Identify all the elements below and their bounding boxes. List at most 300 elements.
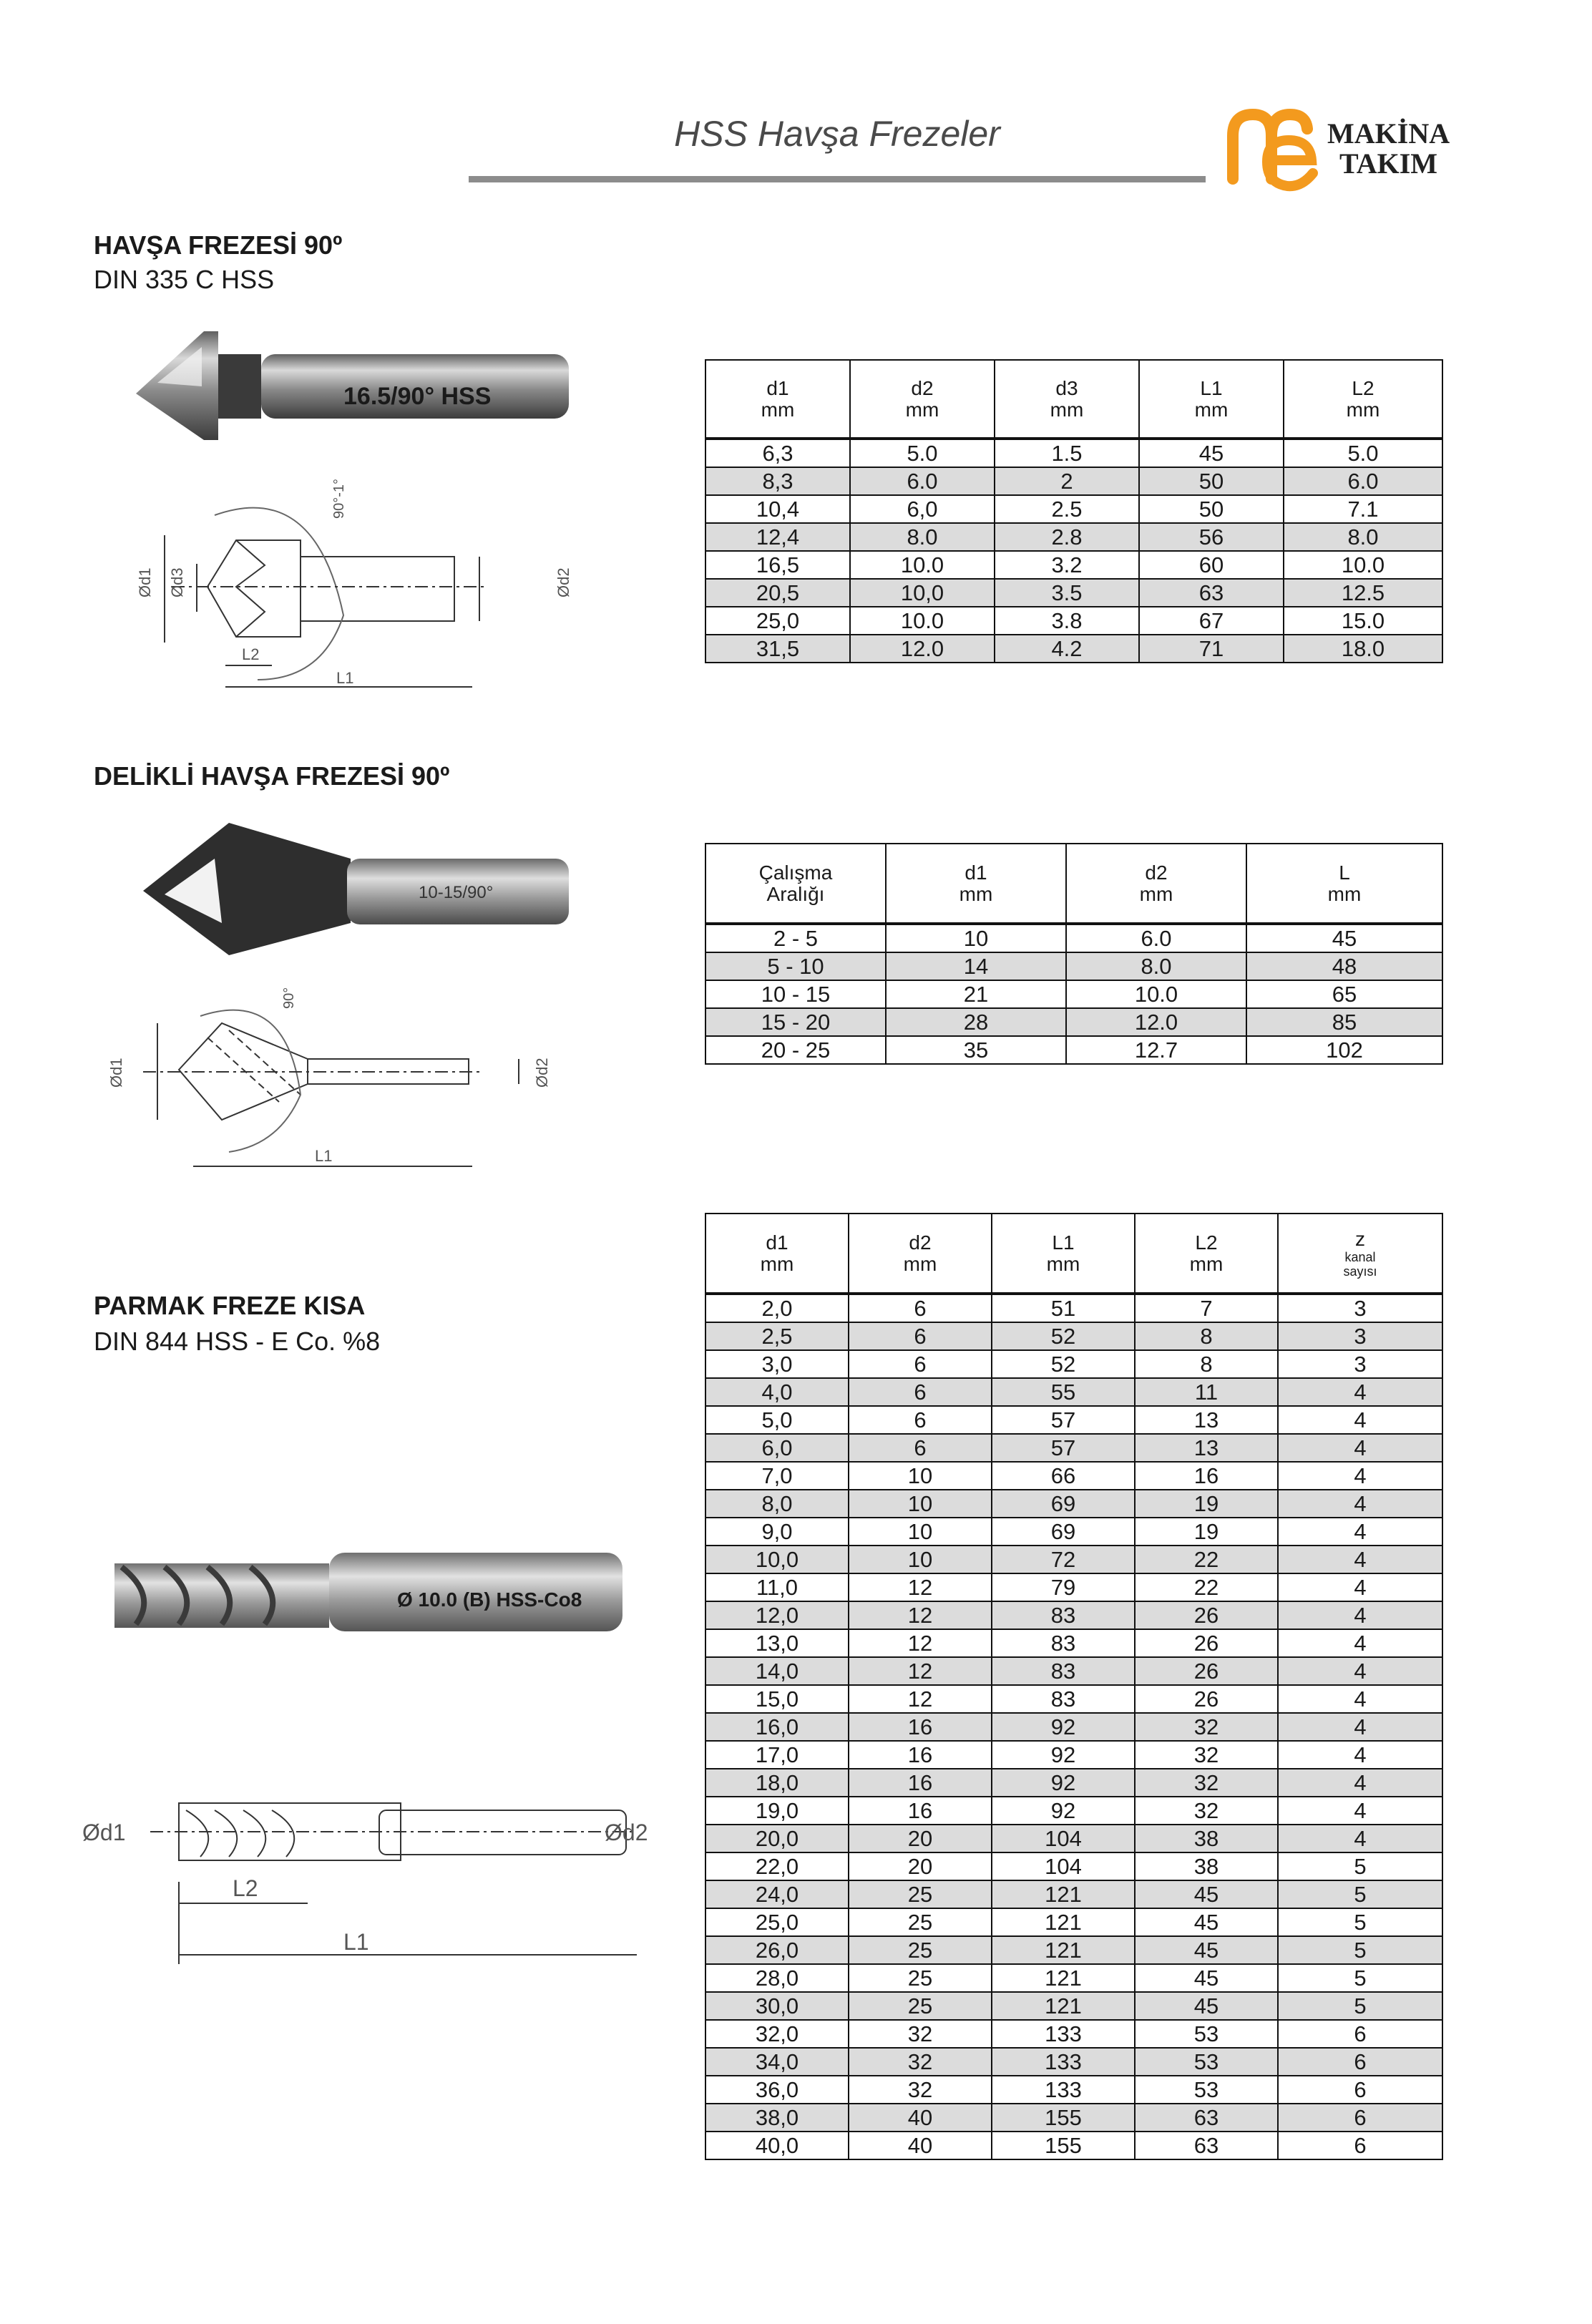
table-row <box>705 2048 1442 2076</box>
table-cell: 40 <box>849 2104 992 2132</box>
logo-mark-icon <box>1227 107 1320 192</box>
table-cell: 13 <box>1135 1406 1278 1434</box>
table-cell: 50 <box>1139 495 1284 523</box>
table-cell: 12.5 <box>1284 579 1442 607</box>
table-cell: 32 <box>1135 1797 1278 1825</box>
table-cell: 14 <box>886 952 1066 980</box>
table-cell: 6 <box>1278 2104 1442 2132</box>
table-cell: 4 <box>1278 1769 1442 1797</box>
table-cell: 15,0 <box>705 1685 849 1713</box>
table-cell: 45 <box>1246 924 1442 952</box>
table-cell: 16 <box>849 1797 992 1825</box>
table-cell: 6 <box>849 1350 992 1378</box>
table-cell: 4 <box>1278 1741 1442 1769</box>
table-cell: 26 <box>1135 1685 1278 1713</box>
table-cell: 12,0 <box>705 1601 849 1629</box>
table2-header-cell: Çalışma Aralığı <box>705 844 886 924</box>
section3-title: PARMAK FREZE KISA <box>94 1291 366 1320</box>
table-row <box>705 980 1442 1008</box>
table-cell: 63 <box>1139 579 1284 607</box>
table-cell: 6 <box>849 1322 992 1350</box>
table-cell: 4 <box>1278 1825 1442 1852</box>
table-row <box>705 1992 1442 2020</box>
table-cell: 16 <box>849 1741 992 1769</box>
table-cell: 12 <box>849 1573 992 1601</box>
table-cell: 56 <box>1139 523 1284 551</box>
table-cell: 155 <box>992 2132 1135 2159</box>
table-cell: 7,0 <box>705 1462 849 1490</box>
section3-subtitle: DIN 844 HSS - E Co. %8 <box>94 1327 381 1356</box>
table-cell: 16 <box>849 1769 992 1797</box>
table-row <box>705 579 1442 607</box>
table-cell: 18.0 <box>1284 635 1442 663</box>
diagram1-l1-label: L1 <box>336 669 354 687</box>
diagram2-d2-label: Ød2 <box>533 1058 551 1088</box>
table-cell: 26 <box>1135 1601 1278 1629</box>
table-cell: 15.0 <box>1284 607 1442 635</box>
table-cell: 12 <box>849 1601 992 1629</box>
table-cell: 5.0 <box>1284 439 1442 467</box>
table-cell: 28 <box>886 1008 1066 1036</box>
table-cell: 104 <box>992 1852 1135 1880</box>
table-row <box>705 1294 1442 1322</box>
table-cell: 6.0 <box>1066 924 1246 952</box>
tool-marking-text-2: 10-15/90° <box>419 883 494 902</box>
spec-table-1 <box>705 359 1443 663</box>
table-row <box>705 1350 1442 1378</box>
table-cell: 40,0 <box>705 2132 849 2159</box>
table3-header-cell: d2 mm <box>849 1214 992 1294</box>
hole-countersink-photo <box>136 816 580 959</box>
table-cell: 133 <box>992 2048 1135 2076</box>
table-cell: 2 <box>995 467 1139 495</box>
table-cell: 6,0 <box>705 1434 849 1462</box>
diagram2-angle-label: 90° <box>281 987 297 1009</box>
table-cell: 5 - 10 <box>705 952 886 980</box>
table-cell: 18,0 <box>705 1769 849 1797</box>
table-cell: 45 <box>1135 1992 1278 2020</box>
table-cell: 20 <box>849 1852 992 1880</box>
table-cell: 16 <box>1135 1462 1278 1490</box>
table-row <box>705 1378 1442 1406</box>
table-cell: 13 <box>1135 1434 1278 1462</box>
table-row <box>705 1573 1442 1601</box>
table-cell: 53 <box>1135 2076 1278 2104</box>
table2-header-cell: L mm <box>1246 844 1442 924</box>
table-cell: 6 <box>849 1406 992 1434</box>
table-cell: 67 <box>1139 607 1284 635</box>
table-cell: 32 <box>1135 1741 1278 1769</box>
table-row <box>705 607 1442 635</box>
table-cell: 121 <box>992 1936 1135 1964</box>
table-cell: 3,0 <box>705 1350 849 1378</box>
table-cell: 5 <box>1278 1880 1442 1908</box>
logo-text <box>1327 119 1450 179</box>
table-cell: 10 <box>886 924 1066 952</box>
table-cell: 4 <box>1278 1546 1442 1573</box>
table-row <box>705 1713 1442 1741</box>
table-cell: 121 <box>992 1908 1135 1936</box>
table-cell: 25 <box>849 1964 992 1992</box>
table-cell: 14,0 <box>705 1657 849 1685</box>
table-row <box>705 467 1442 495</box>
table-row <box>705 1685 1442 1713</box>
table-cell: 4 <box>1278 1657 1442 1685</box>
diagram3-l2-label: L2 <box>233 1875 258 1901</box>
table-row <box>705 2132 1442 2159</box>
table-cell: 20,5 <box>705 579 850 607</box>
diagram1-l2-label: L2 <box>242 645 260 663</box>
table-cell: 4 <box>1278 1518 1442 1546</box>
table2-body <box>705 924 1442 1064</box>
countersink-diagram <box>129 472 587 708</box>
table-cell: 10,0 <box>850 579 995 607</box>
table-row <box>705 1657 1442 1685</box>
table3-header-cell: z kanal sayısı <box>1278 1214 1442 1294</box>
table-cell: 92 <box>992 1713 1135 1741</box>
table-cell: 19,0 <box>705 1797 849 1825</box>
table-cell: 2.5 <box>995 495 1139 523</box>
table-row <box>705 1322 1442 1350</box>
table-cell: 60 <box>1139 551 1284 579</box>
table1-body <box>705 439 1442 663</box>
diagram3-l1-label: L1 <box>343 1929 369 1955</box>
table2-header-cell: d1 mm <box>886 844 1066 924</box>
table-cell: 8 <box>1135 1322 1278 1350</box>
table-cell: 52 <box>992 1322 1135 1350</box>
table-cell: 38 <box>1135 1825 1278 1852</box>
table-cell: 121 <box>992 1964 1135 1992</box>
table3-header-cell: L2 mm <box>1135 1214 1278 1294</box>
table-row <box>705 1852 1442 1880</box>
table-cell: 55 <box>992 1378 1135 1406</box>
table-cell: 10 <box>849 1490 992 1518</box>
table-cell: 57 <box>992 1434 1135 1462</box>
table-cell: 11 <box>1135 1378 1278 1406</box>
table-cell: 31,5 <box>705 635 850 663</box>
table-cell: 6 <box>849 1378 992 1406</box>
table1-header-cell: d1 mm <box>705 360 850 439</box>
table-cell: 92 <box>992 1797 1135 1825</box>
table-cell: 16,0 <box>705 1713 849 1741</box>
logo-text-line2: TAKIM <box>1339 147 1438 180</box>
table-cell: 45 <box>1135 1880 1278 1908</box>
table-cell: 10 <box>849 1462 992 1490</box>
table-row <box>705 1769 1442 1797</box>
table-row <box>705 1629 1442 1657</box>
table-cell: 83 <box>992 1685 1135 1713</box>
table-cell: 11,0 <box>705 1573 849 1601</box>
table-cell: 48 <box>1246 952 1442 980</box>
table-cell: 15 - 20 <box>705 1008 886 1036</box>
table1-header-cell: L1 mm <box>1139 360 1284 439</box>
table-cell: 6 <box>849 1294 992 1322</box>
table-cell: 12 <box>849 1657 992 1685</box>
table-cell: 2 - 5 <box>705 924 886 952</box>
table-cell: 8 <box>1135 1350 1278 1378</box>
table-row <box>705 2020 1442 2048</box>
table1-header-cell: d2 mm <box>850 360 995 439</box>
table-cell: 38 <box>1135 1852 1278 1880</box>
table-cell: 24,0 <box>705 1880 849 1908</box>
table-cell: 40 <box>849 2132 992 2159</box>
table-cell: 10.0 <box>1284 551 1442 579</box>
table-cell: 4 <box>1278 1462 1442 1490</box>
table-cell: 92 <box>992 1769 1135 1797</box>
table-cell: 50 <box>1139 467 1284 495</box>
table-row <box>705 2076 1442 2104</box>
table-cell: 4 <box>1278 1685 1442 1713</box>
table-row <box>705 439 1442 467</box>
table-cell: 57 <box>992 1406 1135 1434</box>
table-row <box>705 2104 1442 2132</box>
table-cell: 2,0 <box>705 1294 849 1322</box>
spec-table-2 <box>705 843 1443 1065</box>
table-cell: 45 <box>1135 1908 1278 1936</box>
table-cell: 3 <box>1278 1322 1442 1350</box>
table-cell: 10,4 <box>705 495 850 523</box>
table-cell: 25 <box>849 1936 992 1964</box>
table-cell: 10.0 <box>1066 980 1246 1008</box>
table-cell: 10,0 <box>705 1546 849 1573</box>
hole-countersink-diagram <box>100 987 587 1181</box>
table-cell: 25,0 <box>705 1908 849 1936</box>
diagram2-l1-label: L1 <box>315 1147 333 1165</box>
table-cell: 5.0 <box>850 439 995 467</box>
table-cell: 22,0 <box>705 1852 849 1880</box>
table-cell: 69 <box>992 1518 1135 1546</box>
table-cell: 4 <box>1278 1378 1442 1406</box>
table-cell: 10.0 <box>850 607 995 635</box>
table-cell: 10 - 15 <box>705 980 886 1008</box>
table-cell: 16 <box>849 1713 992 1741</box>
table-cell: 3 <box>1278 1294 1442 1322</box>
table-cell: 32,0 <box>705 2020 849 2048</box>
diagram2-d1-label: Ød1 <box>107 1058 125 1088</box>
table-cell: 12.0 <box>850 635 995 663</box>
table-cell: 4 <box>1278 1601 1442 1629</box>
table-cell: 155 <box>992 2104 1135 2132</box>
diagram1-d3-label: Ød3 <box>168 567 186 597</box>
table-cell: 38,0 <box>705 2104 849 2132</box>
table-cell: 35 <box>886 1036 1066 1064</box>
table-cell: 22 <box>1135 1546 1278 1573</box>
table-cell: 10 <box>849 1518 992 1546</box>
tool-marking-text-1: 16.5/90° HSS <box>343 383 492 410</box>
table-cell: 12 <box>849 1685 992 1713</box>
table-cell: 104 <box>992 1825 1135 1852</box>
table-cell: 4 <box>1278 1573 1442 1601</box>
table-cell: 3.2 <box>995 551 1139 579</box>
table-cell: 4 <box>1278 1490 1442 1518</box>
table-row <box>705 924 1442 952</box>
table-cell: 83 <box>992 1629 1135 1657</box>
table-cell: 6 <box>1278 2020 1442 2048</box>
table-row <box>705 1008 1442 1036</box>
end-mill-diagram <box>79 1789 658 1968</box>
table-row <box>705 1490 1442 1518</box>
section1-title: HAVŞA FREZESİ 90º <box>94 230 343 260</box>
table-row <box>705 1825 1442 1852</box>
table-cell: 7 <box>1135 1294 1278 1322</box>
table-cell: 12,4 <box>705 523 850 551</box>
table-cell: 6.0 <box>850 467 995 495</box>
table2-header-cell: d2 mm <box>1066 844 1246 924</box>
table-cell: 34,0 <box>705 2048 849 2076</box>
table-cell: 32 <box>849 2076 992 2104</box>
table-cell: 83 <box>992 1657 1135 1685</box>
table-cell: 5 <box>1278 1992 1442 2020</box>
table-cell: 3 <box>1278 1350 1442 1378</box>
table-row <box>705 1880 1442 1908</box>
table-cell: 3.8 <box>995 607 1139 635</box>
table-cell: 19 <box>1135 1490 1278 1518</box>
table-cell: 5 <box>1278 1852 1442 1880</box>
table-cell: 20,0 <box>705 1825 849 1852</box>
diagram1-d2-label: Ød2 <box>555 567 572 597</box>
table-cell: 32 <box>849 2020 992 2048</box>
table-cell: 30,0 <box>705 1992 849 2020</box>
table-row <box>705 1406 1442 1434</box>
page-title: HSS Havşa Frezeler <box>674 114 1000 154</box>
table-cell: 5 <box>1278 1964 1442 1992</box>
table-cell: 6 <box>1278 2132 1442 2159</box>
table-cell: 32 <box>1135 1713 1278 1741</box>
diagram3-d2-label: Ød2 <box>605 1820 648 1845</box>
table-cell: 45 <box>1135 1964 1278 1992</box>
table-row <box>705 1964 1442 1992</box>
table-row <box>705 1462 1442 1490</box>
table-cell: 2,5 <box>705 1322 849 1350</box>
table-cell: 8.0 <box>1066 952 1246 980</box>
section1-subtitle: DIN 335 C HSS <box>94 265 275 294</box>
table-cell: 8,3 <box>705 467 850 495</box>
table-cell: 6 <box>849 1434 992 1462</box>
table-cell: 5 <box>1278 1936 1442 1964</box>
table-cell: 26 <box>1135 1629 1278 1657</box>
table-cell: 8.0 <box>850 523 995 551</box>
diagram1-angle-label: 90°-1° <box>331 478 347 519</box>
table-cell: 22 <box>1135 1573 1278 1601</box>
table-cell: 17,0 <box>705 1741 849 1769</box>
table-cell: 25 <box>849 1880 992 1908</box>
table-row <box>705 1741 1442 1769</box>
table-cell: 133 <box>992 2020 1135 2048</box>
end-mill-photo <box>114 1546 630 1639</box>
table-cell: 12 <box>849 1629 992 1657</box>
table-cell: 83 <box>992 1601 1135 1629</box>
table-row <box>705 635 1442 663</box>
table-cell: 26,0 <box>705 1936 849 1964</box>
table-cell: 36,0 <box>705 2076 849 2104</box>
table-cell: 32 <box>1135 1769 1278 1797</box>
table-cell: 3.5 <box>995 579 1139 607</box>
table-cell: 4.2 <box>995 635 1139 663</box>
table-row <box>705 952 1442 980</box>
table-row <box>705 1601 1442 1629</box>
table-cell: 19 <box>1135 1518 1278 1546</box>
table-row <box>705 551 1442 579</box>
table-row <box>705 1518 1442 1546</box>
table-cell: 26 <box>1135 1657 1278 1685</box>
table-cell: 6,0 <box>850 495 995 523</box>
table-row <box>705 1546 1442 1573</box>
table-cell: 7.1 <box>1284 495 1442 523</box>
section2-title: DELİKLİ HAVŞA FREZESİ 90º <box>94 761 450 791</box>
table1-header-cell: L2 mm <box>1284 360 1442 439</box>
diagram1-d1-label: Ød1 <box>136 567 154 597</box>
table-row <box>705 1936 1442 1964</box>
table3-header-cell: L1 mm <box>992 1214 1135 1294</box>
table-cell: 63 <box>1135 2104 1278 2132</box>
table-cell: 20 - 25 <box>705 1036 886 1064</box>
title-rule <box>469 176 1206 182</box>
table3-body <box>705 1294 1442 2159</box>
table-row <box>705 495 1442 523</box>
table-cell: 72 <box>992 1546 1135 1573</box>
table-cell: 8.0 <box>1284 523 1442 551</box>
table3-header-cell: d1 mm <box>705 1214 849 1294</box>
table-row <box>705 523 1442 551</box>
table-cell: 53 <box>1135 2048 1278 2076</box>
table-cell: 12.0 <box>1066 1008 1246 1036</box>
table-row <box>705 1434 1442 1462</box>
table-cell: 4 <box>1278 1406 1442 1434</box>
table-cell: 69 <box>992 1490 1135 1518</box>
table-cell: 4 <box>1278 1629 1442 1657</box>
table-cell: 20 <box>849 1825 992 1852</box>
diagram3-d1-label: Ød1 <box>82 1820 126 1845</box>
tool-marking-text-3: Ø 10.0 (B) HSS-Co8 <box>397 1588 582 1611</box>
table-cell: 92 <box>992 1741 1135 1769</box>
table-cell: 52 <box>992 1350 1135 1378</box>
table-cell: 45 <box>1139 439 1284 467</box>
table-cell: 28,0 <box>705 1964 849 1992</box>
table-cell: 133 <box>992 2076 1135 2104</box>
table1-header-cell: d3 mm <box>995 360 1139 439</box>
spec-table-3 <box>705 1213 1443 2160</box>
table-cell: 6.0 <box>1284 467 1442 495</box>
table-cell: 45 <box>1135 1936 1278 1964</box>
table-row <box>705 1036 1442 1064</box>
table-cell: 71 <box>1139 635 1284 663</box>
table-cell: 2.8 <box>995 523 1139 551</box>
table-cell: 79 <box>992 1573 1135 1601</box>
table-cell: 102 <box>1246 1036 1442 1064</box>
table-cell: 9,0 <box>705 1518 849 1546</box>
table-cell: 53 <box>1135 2020 1278 2048</box>
table-cell: 25 <box>849 1908 992 1936</box>
table-cell: 121 <box>992 1992 1135 2020</box>
table-cell: 63 <box>1135 2132 1278 2159</box>
table-cell: 4 <box>1278 1713 1442 1741</box>
table-cell: 13,0 <box>705 1629 849 1657</box>
table-cell: 8,0 <box>705 1490 849 1518</box>
table-row <box>705 1797 1442 1825</box>
table-cell: 4 <box>1278 1797 1442 1825</box>
table-cell: 6 <box>1278 2076 1442 2104</box>
table-cell: 121 <box>992 1880 1135 1908</box>
table-cell: 25 <box>849 1992 992 2020</box>
table-cell: 10 <box>849 1546 992 1573</box>
table-row <box>705 1908 1442 1936</box>
logo-text-line1: MAKİNA <box>1327 117 1450 150</box>
table-cell: 5,0 <box>705 1406 849 1434</box>
table-cell: 66 <box>992 1462 1135 1490</box>
table-cell: 4 <box>1278 1434 1442 1462</box>
table-cell: 25,0 <box>705 607 850 635</box>
table-cell: 65 <box>1246 980 1442 1008</box>
